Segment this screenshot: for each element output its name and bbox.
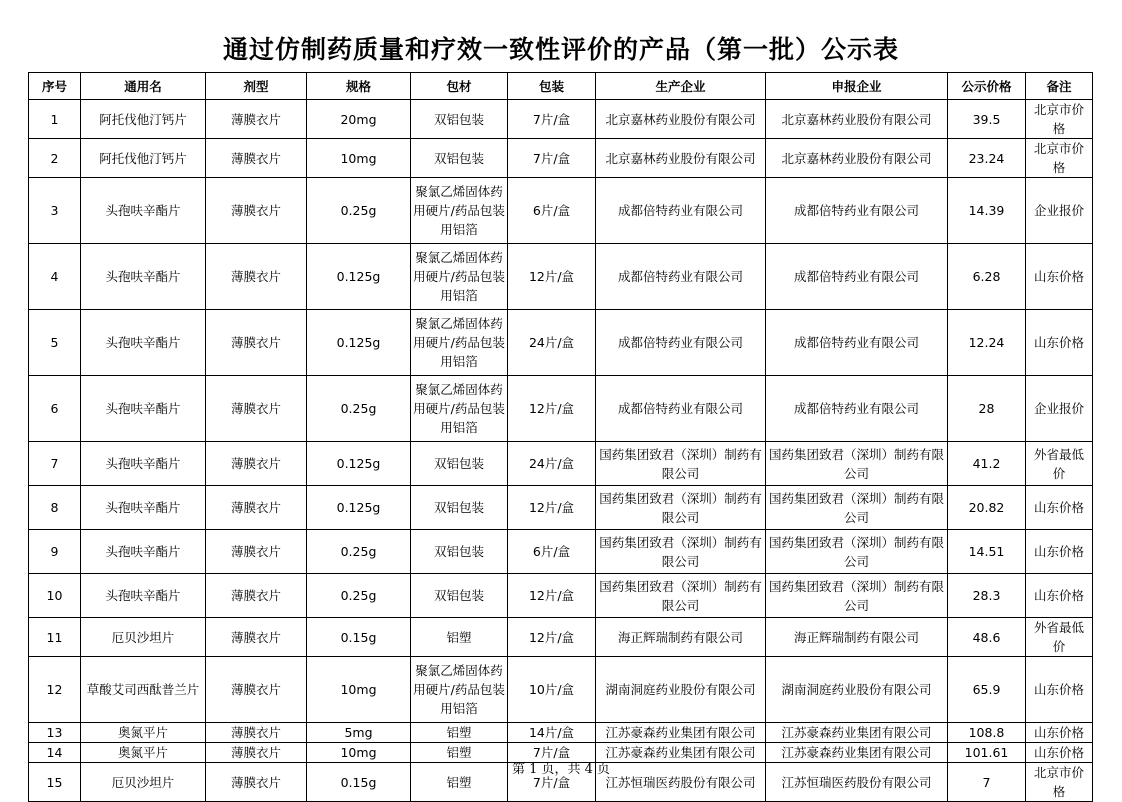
cell-pack: 12片/盒 [508,486,596,530]
cell-spec: 0.15g [307,763,411,802]
cell-form: 薄膜衣片 [206,310,307,376]
product-table [28,72,1093,802]
cell-spec: 20mg [307,100,411,139]
cell-pack: 7片/盒 [508,100,596,139]
cell-applicant: 国药集团致君（深圳）制药有限公司 [766,486,948,530]
cell-pack: 7片/盒 [508,139,596,178]
table-row [29,618,1093,657]
cell-price: 101.61 [948,743,1026,763]
cell-price: 28.3 [948,574,1026,618]
cell-pack: 12片/盒 [508,574,596,618]
cell-price: 14.39 [948,178,1026,244]
cell-pack: 7片/盒 [508,763,596,802]
cell-pack: 6片/盒 [508,530,596,574]
cell-name: 厄贝沙坦片 [81,763,206,802]
cell-maker: 江苏恒瑞医药股份有限公司 [596,763,766,802]
cell-form: 薄膜衣片 [206,530,307,574]
cell-no: 14 [29,743,81,763]
cell-applicant: 江苏恒瑞医药股份有限公司 [766,763,948,802]
cell-pack: 24片/盒 [508,442,596,486]
cell-no: 3 [29,178,81,244]
cell-pack: 14片/盒 [508,723,596,743]
table-row [29,442,1093,486]
table-row [29,486,1093,530]
cell-applicant: 江苏豪森药业集团有限公司 [766,723,948,743]
cell-price: 108.8 [948,723,1026,743]
cell-spec: 0.15g [307,618,411,657]
cell-maker: 北京嘉林药业股份有限公司 [596,139,766,178]
header-applicant: 申报企业 [766,73,948,100]
cell-applicant: 成都倍特药业有限公司 [766,244,948,310]
cell-material: 铝塑 [411,723,508,743]
cell-form: 薄膜衣片 [206,657,307,723]
cell-spec: 0.25g [307,376,411,442]
cell-applicant: 成都倍特药业有限公司 [766,310,948,376]
cell-maker: 成都倍特药业有限公司 [596,376,766,442]
cell-note: 山东价格 [1026,723,1093,743]
header-spec: 规格 [307,73,411,100]
header-pack: 包装 [508,73,596,100]
cell-no: 2 [29,139,81,178]
cell-pack: 6片/盒 [508,178,596,244]
cell-applicant: 国药集团致君（深圳）制药有限公司 [766,574,948,618]
cell-price: 48.6 [948,618,1026,657]
table-row [29,100,1093,139]
cell-note: 山东价格 [1026,310,1093,376]
cell-note: 企业报价 [1026,178,1093,244]
cell-form: 薄膜衣片 [206,486,307,530]
cell-no: 15 [29,763,81,802]
cell-no: 6 [29,376,81,442]
cell-spec: 10mg [307,657,411,723]
cell-note: 山东价格 [1026,743,1093,763]
table-row [29,376,1093,442]
cell-price: 65.9 [948,657,1026,723]
cell-note: 北京市价格 [1026,100,1093,139]
cell-material: 双铝包装 [411,530,508,574]
cell-applicant: 成都倍特药业有限公司 [766,376,948,442]
header-note: 备注 [1026,73,1093,100]
cell-no: 1 [29,100,81,139]
cell-material: 聚氯乙烯固体药用硬片/药品包装用铝箔 [411,178,508,244]
cell-spec: 0.25g [307,530,411,574]
cell-material: 双铝包装 [411,574,508,618]
cell-note: 山东价格 [1026,486,1093,530]
table-header-row [29,73,1093,100]
table-row [29,244,1093,310]
cell-price: 41.2 [948,442,1026,486]
cell-name: 头孢呋辛酯片 [81,376,206,442]
cell-form: 薄膜衣片 [206,723,307,743]
cell-material: 聚氯乙烯固体药用硬片/药品包装用铝箔 [411,310,508,376]
header-maker: 生产企业 [596,73,766,100]
cell-name: 草酸艾司西酞普兰片 [81,657,206,723]
cell-note: 山东价格 [1026,244,1093,310]
cell-applicant: 北京嘉林药业股份有限公司 [766,100,948,139]
cell-maker: 湖南洞庭药业股份有限公司 [596,657,766,723]
cell-spec: 0.25g [307,574,411,618]
table-row [29,178,1093,244]
cell-material: 聚氯乙烯固体药用硬片/药品包装用铝箔 [411,244,508,310]
page-footer: 第 1 页，共 4 页 [511,762,611,777]
table-row [29,723,1093,743]
cell-material: 聚氯乙烯固体药用硬片/药品包装用铝箔 [411,657,508,723]
cell-material: 双铝包装 [411,100,508,139]
table-body [29,100,1093,802]
cell-maker: 国药集团致君（深圳）制药有限公司 [596,530,766,574]
cell-name: 奥氮平片 [81,723,206,743]
cell-form: 薄膜衣片 [206,100,307,139]
cell-maker: 北京嘉林药业股份有限公司 [596,100,766,139]
cell-applicant: 湖南洞庭药业股份有限公司 [766,657,948,723]
cell-note: 外省最低价 [1026,442,1093,486]
cell-no: 13 [29,723,81,743]
cell-form: 薄膜衣片 [206,376,307,442]
cell-form: 薄膜衣片 [206,574,307,618]
cell-spec: 0.125g [307,310,411,376]
cell-price: 6.28 [948,244,1026,310]
table-row [29,657,1093,723]
cell-material: 双铝包装 [411,139,508,178]
table-row [29,310,1093,376]
table-row [29,139,1093,178]
cell-spec: 0.125g [307,486,411,530]
cell-maker: 海正辉瑞制药有限公司 [596,618,766,657]
cell-form: 薄膜衣片 [206,139,307,178]
cell-applicant: 国药集团致君（深圳）制药有限公司 [766,530,948,574]
cell-applicant: 海正辉瑞制药有限公司 [766,618,948,657]
cell-no: 4 [29,244,81,310]
cell-name: 阿托伐他汀钙片 [81,139,206,178]
cell-no: 10 [29,574,81,618]
cell-applicant: 国药集团致君（深圳）制药有限公司 [766,442,948,486]
cell-spec: 5mg [307,723,411,743]
cell-maker: 国药集团致君（深圳）制药有限公司 [596,574,766,618]
cell-form: 薄膜衣片 [206,763,307,802]
cell-price: 23.24 [948,139,1026,178]
cell-note: 北京市价格 [1026,139,1093,178]
cell-applicant: 江苏豪森药业集团有限公司 [766,743,948,763]
cell-material: 铝塑 [411,618,508,657]
cell-maker: 江苏豪森药业集团有限公司 [596,723,766,743]
cell-pack: 10片/盒 [508,657,596,723]
cell-no: 5 [29,310,81,376]
cell-pack: 7片/盒 [508,743,596,763]
cell-pack: 24片/盒 [508,310,596,376]
table-row [29,574,1093,618]
cell-price: 14.51 [948,530,1026,574]
cell-name: 头孢呋辛酯片 [81,486,206,530]
cell-material: 双铝包装 [411,486,508,530]
cell-form: 薄膜衣片 [206,244,307,310]
cell-spec: 10mg [307,139,411,178]
cell-spec: 0.125g [307,244,411,310]
cell-no: 12 [29,657,81,723]
cell-name: 奥氮平片 [81,743,206,763]
cell-note: 外省最低价 [1026,618,1093,657]
header-form: 剂型 [206,73,307,100]
header-price: 公示价格 [948,73,1026,100]
cell-name: 头孢呋辛酯片 [81,574,206,618]
cell-maker: 国药集团致君（深圳）制药有限公司 [596,486,766,530]
cell-maker: 成都倍特药业有限公司 [596,244,766,310]
cell-maker: 江苏豪森药业集团有限公司 [596,743,766,763]
cell-form: 薄膜衣片 [206,618,307,657]
cell-price: 20.82 [948,486,1026,530]
table-row [29,530,1093,574]
cell-no: 8 [29,486,81,530]
cell-name: 头孢呋辛酯片 [81,530,206,574]
cell-note: 山东价格 [1026,530,1093,574]
cell-form: 薄膜衣片 [206,178,307,244]
cell-name: 阿托伐他汀钙片 [81,100,206,139]
cell-name: 头孢呋辛酯片 [81,310,206,376]
cell-maker: 成都倍特药业有限公司 [596,310,766,376]
cell-applicant: 成都倍特药业有限公司 [766,178,948,244]
cell-name: 厄贝沙坦片 [81,618,206,657]
header-material: 包材 [411,73,508,100]
cell-no: 11 [29,618,81,657]
cell-form: 薄膜衣片 [206,743,307,763]
cell-maker: 国药集团致君（深圳）制药有限公司 [596,442,766,486]
header-no: 序号 [29,73,81,100]
cell-note: 北京市价格 [1026,763,1093,802]
cell-price: 28 [948,376,1026,442]
page-title: 通过仿制药质量和疗效一致性评价的产品（第一批）公示表 [222,35,899,64]
cell-applicant: 北京嘉林药业股份有限公司 [766,139,948,178]
cell-price: 39.5 [948,100,1026,139]
cell-price: 12.24 [948,310,1026,376]
cell-note: 企业报价 [1026,376,1093,442]
cell-pack: 12片/盒 [508,376,596,442]
cell-no: 9 [29,530,81,574]
cell-maker: 成都倍特药业有限公司 [596,178,766,244]
cell-material: 双铝包装 [411,442,508,486]
cell-name: 头孢呋辛酯片 [81,244,206,310]
cell-spec: 0.125g [307,442,411,486]
cell-name: 头孢呋辛酯片 [81,442,206,486]
cell-spec: 10mg [307,743,411,763]
cell-pack: 12片/盒 [508,618,596,657]
cell-note: 山东价格 [1026,657,1093,723]
cell-form: 薄膜衣片 [206,442,307,486]
cell-no: 7 [29,442,81,486]
cell-price: 7 [948,763,1026,802]
cell-name: 头孢呋辛酯片 [81,178,206,244]
cell-note: 山东价格 [1026,574,1093,618]
cell-pack: 12片/盒 [508,244,596,310]
cell-material: 铝塑 [411,743,508,763]
cell-material: 铝塑 [411,763,508,802]
header-name: 通用名 [81,73,206,100]
cell-material: 聚氯乙烯固体药用硬片/药品包装用铝箔 [411,376,508,442]
cell-spec: 0.25g [307,178,411,244]
